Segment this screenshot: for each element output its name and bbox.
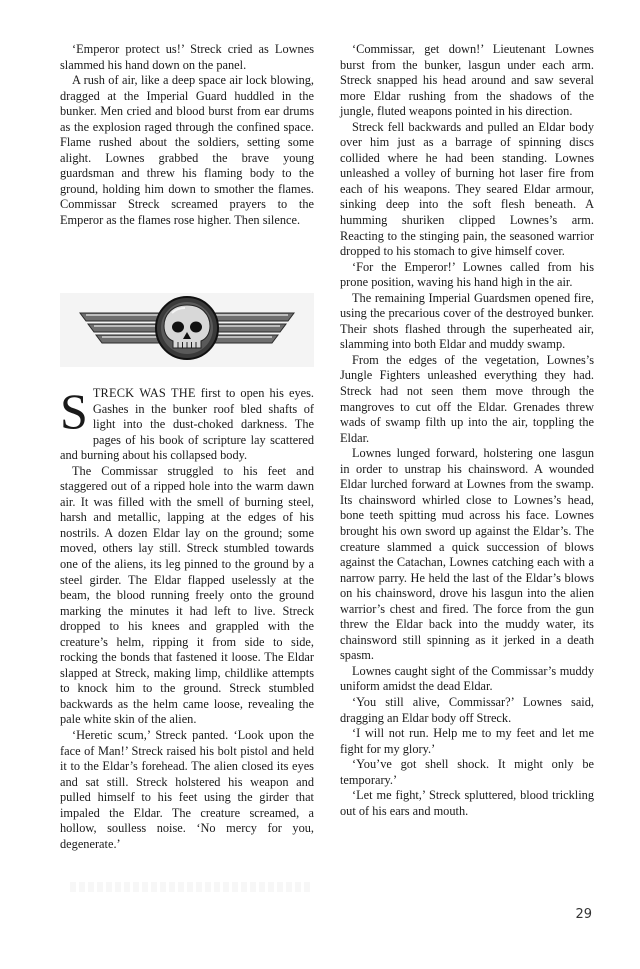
paragraph: A rush of air, like a deep space air lock blowing, dragged at the Imperial Guard huddled in the bunker. Men cried and blood burst from ear drums as the explosion raged through the confined space. Flame rushed about the soldiers, setting some alight. Lownes grabbed the brave young guardsman and threw his flaming body to the ground, holding him down to smother the flames. Commissar Streck screamed prayers to the Emperor as the flames rose higher. Then silence. [60,73,314,228]
paragraph: ‘For the Emperor!’ Lownes called from his prone position, waving his hand high in the air. [340,259,594,290]
opening-paragraph [60,383,314,464]
drop-cap: S [60,383,88,439]
paragraph: Lownes caught sight of the Commissar’s muddy uniform amidst the dead Eldar. [340,663,594,694]
show-through-text [70,882,310,892]
paragraph: ‘Let me fight,’ Streck spluttered, blood trickling out of his ears and mouth. [340,788,594,818]
skull-emblem-icon [60,285,314,375]
paragraph: ‘Emperor protect us!’ Streck cried as Lownes slammed his hand down on the panel. [60,42,314,72]
left-column-bottom [60,383,314,852]
skull-winged-divider [60,285,314,375]
paragraph: The remaining Imperial Guardsmen opened fire, using the precarious cover of the destroyed bunker. Their shots flashed through the superheated air, slamming into both Eldar and muddy swamp. [340,290,594,352]
paragraph: Streck fell backwards and pulled an Eldar body over him just as a barrage of spinning discs collided where he had been standing. Lownes unleashed a volley of burning hot laser fire from each of his weapons. They seared Eldar armour, sinking deep into the soft flesh beneath. A humming shuriken clipped Lownes’s arm. Reacting to the stinging pain, the seasoned warrior dropped to his stomach to give himself cover. [340,119,594,259]
paragraph: The Commissar struggled to his feet and staggered out of a ripped hole into the warm dawn air. It was filled with the smell of burning steel, harsh and metallic, lapping at the edges of his nostrils. A dozen Eldar lay on the ground; some moved, others lay still. Streck stumbled towards one of the aliens, its leg pinned to the ground by a steel girder. The Eldar flapped uselessly at the beam, the blood running freely onto the ground marking the minutes it had left to live. Streck dropped to his knees and grappled with the creature’s helm, ripping it from side to side, rocking the bonds that fastened it loose. The Eldar slapped at Streck, making limp, childlike attempts to knock him to the ground. Streck stumbled backwards as the helm came loose, revealing the pale white skin of the alien. [60,463,314,727]
opening-text: first to open his eyes. Gashes in the bunker roof bled shafts of light into the dust-choked darkness. The pages of his book of scripture lay scattered and burning about his collapsed body. [60,386,314,463]
paragraph: Lownes lunged forward, holstering one lasgun in order to unstrap his chainsword. A wounded Eldar lurched forward at Lownes from the swamp. Its chainsword whirled close to Lownes’s head, bone teeth spitting mud across his face. Lownes brought his own sword up against the Eldar’s. The creature slammed a quick succession of blows against the Catachan, Lownes catching each with a narrow parry. He held the last of the Eldar’s blows on his chainsword, drove his lasgun into the alien warrior’s chest and fired. The force from the gun threw the Eldar back into the muddy water, its chainsword still spinning as it jerked in a death spasm. [340,446,594,663]
page-number: 29 [575,907,592,922]
paragraph: ‘You still alive, Commissar?’ Lownes said, dragging an Eldar body off Streck. [340,694,594,725]
paragraph: ‘I will not run. Help me to my feet and let me fight for my glory.’ [340,726,594,756]
left-column-top [60,42,314,229]
paragraph: ‘You’ve got shell shock. It might only be temporary.’ [340,757,594,787]
paragraph: ‘Heretic scum,’ Streck panted. ‘Look upon the face of Man!’ Streck raised his bolt pistol and held it to the Eldar’s forehead. The alien closed its eyes and sat still. Streck holstered his weapon and pulled himself to his feet using the girder that impaled the Eldar. The creature screamed, a hollow, soulless noise. ‘No mercy for you, degenerate.’ [60,728,314,851]
paragraph: ‘Commissar, get down!’ Lieutenant Lownes burst from the bunker, lasgun under each arm. Streck snapped his head around and saw several more Eldar rushing from the shadows of the jungle, fluted weapons pointed in his direction. [340,42,594,119]
paragraph: From the edges of the vegetation, Lownes’s Jungle Fighters unleashed everything they had. Streck had not seen them move through the mangroves to cut off the Eldar. Grenades threw wads of swamp filth up into the air, toppling the Eldar. [340,352,594,445]
right-column [340,42,594,819]
lead-in-caps: TRECK WAS THE [92,386,196,400]
